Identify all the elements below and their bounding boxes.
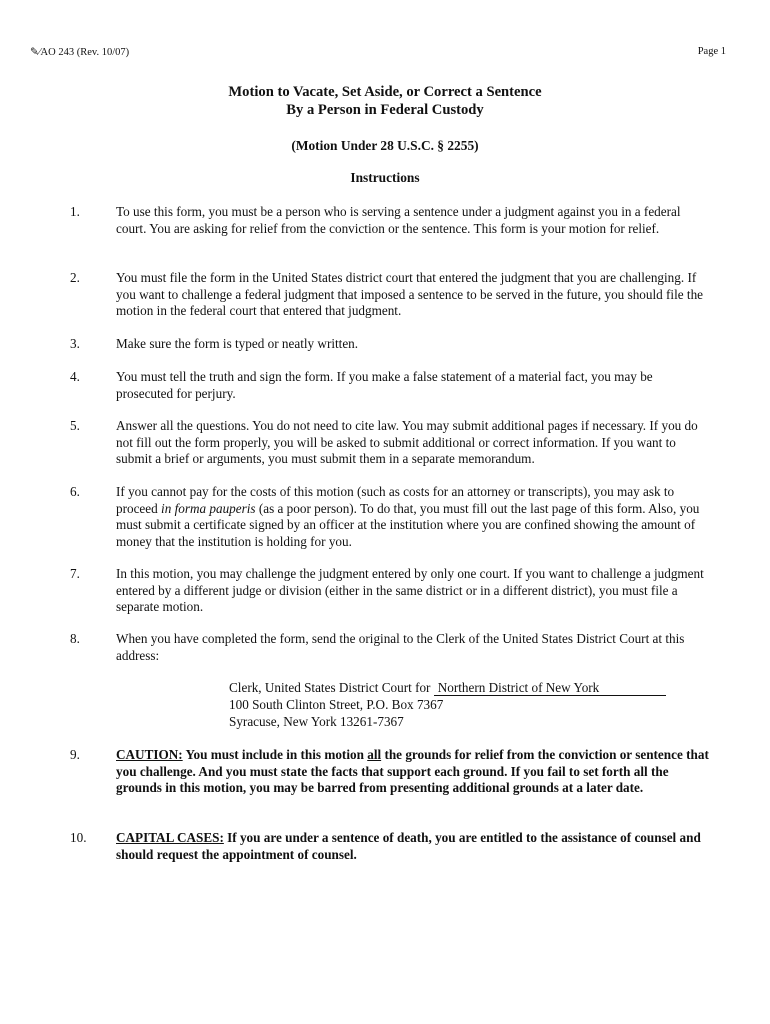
item-text-part: You must include in this motion <box>182 747 368 762</box>
title-line-2: By a Person in Federal Custody <box>286 102 484 118</box>
item-number: 8. <box>70 631 80 646</box>
instruction-item <box>70 369 710 402</box>
address-prefix: Clerk, United States District Court for <box>229 680 431 695</box>
clerk-address <box>229 680 666 730</box>
item-text: You must tell the truth and sign the form. If you make a false statement of a material fact, you may be prosecuted for perjury. <box>116 369 653 401</box>
instruction-item <box>70 830 710 863</box>
instruction-item <box>70 484 710 550</box>
item-number: 10. <box>70 830 87 845</box>
section-heading: Instructions <box>350 170 420 185</box>
item-number: 2. <box>70 270 80 285</box>
item-text: Answer all the questions. You do not need to cite law. You may submit additional pages if necessary. If you do not fill out the form properly, you will be asked to submit additional or correct information. If you want to submit a brief or arguments, you must submit them in a separate memorandum. <box>116 418 698 467</box>
item-text <box>116 830 710 863</box>
page-number: Page 1 <box>697 46 726 57</box>
item-text: When you have completed the form, send the original to the Clerk of the United States District Court at this address: <box>116 631 685 663</box>
instruction-item <box>70 566 710 616</box>
item-text: You must file the form in the United States district court that entered the judgment that you are challenging. If you want to challenge a federal judgment that imposed a sentence to be served in the future, you should file the motion in the federal court that entered that judgment. <box>116 270 704 319</box>
capital-cases-label: CAPITAL CASES: <box>116 830 224 845</box>
item-text-part: If you are under a sentence of death, you are entitled to the assistance of counsel and should request the appointment of counsel. <box>116 830 701 862</box>
item-number: 6. <box>70 484 80 499</box>
instruction-item <box>70 336 710 353</box>
caution-label: CAUTION: <box>116 747 183 762</box>
item-text <box>116 747 710 797</box>
instruction-item <box>70 747 710 797</box>
item-number: 1. <box>70 204 80 219</box>
item-text-part: the grounds for relief from the conviction or sentence that you challenge. And you must state the facts that support each ground. If you fail to set forth all the grounds in this motion, you may be barred from presenting additional grounds at a later date. <box>116 747 709 796</box>
instruction-item <box>70 204 710 237</box>
district-field[interactable]: Northern District of New York <box>434 681 666 696</box>
item-text <box>116 484 710 550</box>
form-id: ✎⁄AO 243 (Rev. 10/07) <box>30 47 130 58</box>
item-text-underline: all <box>367 747 382 762</box>
instruction-item <box>70 631 710 664</box>
instruction-item <box>70 418 710 468</box>
item-text: In this motion, you may challenge the judgment entered by only one court. If you want to challenge a judgment entered by a different judge or division (either in the same district or in a different district), you must file a separate motion. <box>116 566 704 615</box>
item-text-part: If you cannot pay for the costs of this motion (such as costs for an attorney or transcripts), you may ask to proceed <box>116 484 675 516</box>
item-text: Make sure the form is typed or neatly written. <box>116 336 359 351</box>
document-subtitle: (Motion Under 28 U.S.C. § 2255) <box>291 138 479 153</box>
instruction-item <box>70 270 710 320</box>
item-text: To use this form, you must be a person who is serving a sentence under a judgment against you in a federal court. You are asking for relief from the conviction or the sentence. This form is your motion for relief. <box>116 204 681 236</box>
item-number: 7. <box>70 566 80 581</box>
item-number: 3. <box>70 336 80 351</box>
item-number: 4. <box>70 369 80 384</box>
item-text-italic: in forma pauperis <box>161 500 256 516</box>
address-city: Syracuse, New York 13261-7367 <box>229 713 404 729</box>
item-number: 9. <box>70 747 80 762</box>
item-text-part: (as a poor person). To do that, you must fill out the last page of this form. Also, you must submit a certificate signed by an officer at the institution where you are confined showing the amount of money that the institution is holding for you. <box>116 500 700 549</box>
address-street: 100 South Clinton Street, P.O. Box 7367 <box>229 696 444 712</box>
address-line-1 <box>229 680 666 697</box>
title-line-1: Motion to Vacate, Set Aside, or Correct a Sentence <box>228 84 542 100</box>
item-number: 5. <box>70 418 80 433</box>
document-title <box>0 83 770 119</box>
